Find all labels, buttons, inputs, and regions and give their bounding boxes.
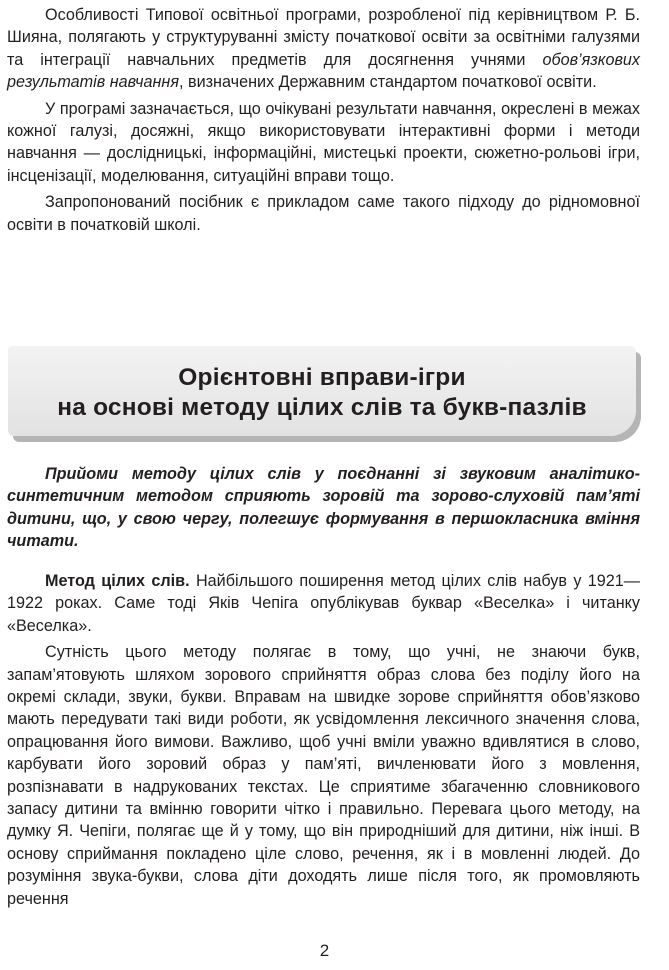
section-heading-banner bbox=[8, 346, 636, 436]
main-paragraph-1-body: Найбільшого поширення метод цілих слів набув у 1921—1922 роках. Саме тоді Яків Чепіга опублікував буквар «Веселка» і читанку «Веселка». bbox=[7, 572, 640, 635]
intro-paragraph-1 bbox=[7, 4, 640, 94]
intro-paragraph-3: Запропонований посібник є прикладом саме такого підходу до рідномовної освіти в початковій школі. bbox=[7, 193, 640, 234]
section-heading bbox=[8, 346, 636, 423]
lead-section bbox=[7, 463, 640, 553]
intro-section bbox=[7, 4, 640, 236]
intro-paragraph-1-end: , визначених Державним стандартом початкової освіти. bbox=[179, 73, 597, 92]
main-paragraph-1 bbox=[7, 570, 640, 637]
main-paragraph-2: Сутність цього методу полягає в тому, що учні, не знаючи букв, запам’ятовують шляхом зорового сприйняття образ слова без поділу його на окремі склади, звуки, букви. Вправам на швидке зорове сприйняття обов’язково мають передувати такі види роботи, як усвідомлення лексичного значення слова, опрацювання його вимови. Важливо, щоб учні вміли уважно вдивлятися в слово, карбувати його зоровий образ у пам’яті, вичленювати його з мовлення, розпізнавати в надрукованих текстах. Це сприятиме збагаченню словникового запасу дитини та вмінню говорити чітко і правильно. Перевага цього методу, на думку Я. Чепіги, полягає ще й у тому, що він природніший для дитини, ніж інші. В основу сприймання покладено ціле слово, речення, як і в мовленні людей. До розуміння звука-букви, слова діти доходять лише після того, як промовляють речення bbox=[7, 643, 640, 908]
intro-paragraph-2: У програмі зазначається, що очікувані результати навчання, окреслені в межах кожної галузі, досяжні, якщо використовувати інтерактивні форми і методи навчання — дослідницькі, інформаційні, мистецькі проекти, сюжетно-рольові ігри, інсценізації, моделювання, ситуаційні вправи тощо. bbox=[7, 99, 640, 185]
lead-paragraph: Прийоми методу цілих слів у поєднанні зі звуковим аналітико-синтетичним методом сприяють зоровій та зорово-слуховій пам’яті дитини, що, у свою чергу, полегшує формування в першокласника вміння читати. bbox=[7, 465, 640, 551]
method-heading: Метод цілих слів. bbox=[45, 572, 190, 590]
page-number: 2 bbox=[319, 941, 330, 960]
section-heading-line-1: Орієнтовні вправи-ігри bbox=[178, 364, 466, 391]
section-heading-line-2: на основі методу цілих слів та букв-пазлів bbox=[57, 394, 587, 421]
main-section bbox=[7, 570, 640, 910]
intro-paragraph-1-emphasis: обов’язкових результатів навчання bbox=[7, 50, 640, 92]
intro-paragraph-1-start: Особливості Типової освітньої програми, розробленої під керівництвом Р. Б. Шияна, полягають у структуруванні змісту початкової освіти за освітніми галузями та інтеграції навчальних предметів для досягнення учнями bbox=[7, 6, 640, 69]
